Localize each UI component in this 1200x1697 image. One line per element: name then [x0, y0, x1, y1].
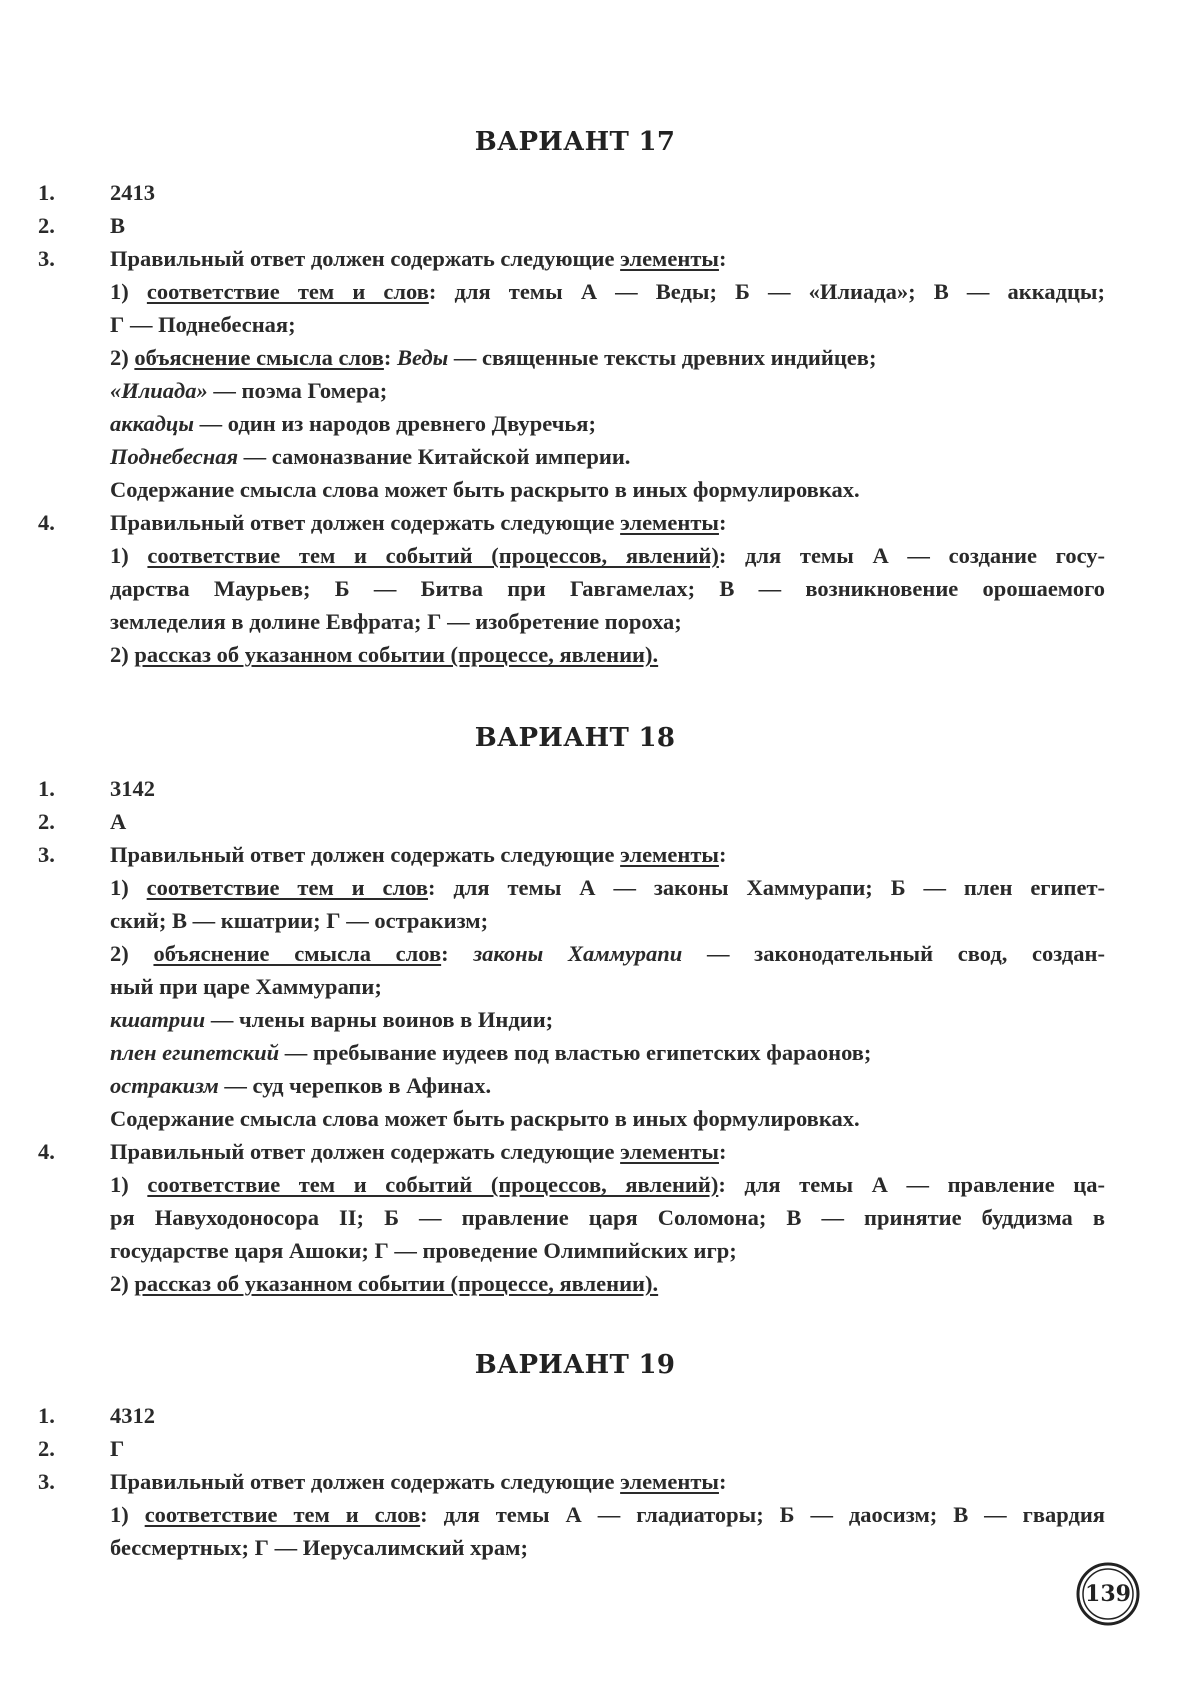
v18-q3-part2-sep: : — [441, 941, 474, 966]
v18-q3-part1 — [110, 871, 1105, 904]
v18-q3-intro-elements: элементы — [620, 842, 719, 867]
v17-q3-intro-text: Правильный ответ должен содержать следующие — [110, 246, 621, 271]
v18-q3-part2-cont: ный при царе Хаммурапи; — [110, 974, 382, 999]
v17-q4-line2: дарства Маурьев; Б — Битва при Гавгамелах; В — возникновение орошаемого — [110, 576, 1105, 601]
v18-q3-intro-colon: : — [718, 842, 727, 867]
v18-q4-part2-marker: 2) — [110, 1271, 135, 1296]
v17-term-line-3 — [110, 407, 1105, 440]
v19-q3-intro-colon: : — [718, 1469, 727, 1494]
v18-q4-number: 4. — [38, 1139, 55, 1164]
v18-q3-intro-text: Правильный ответ должен содержать следующие — [110, 842, 621, 867]
v17-q3-part2-heading: объяснение смысла слов — [134, 345, 384, 370]
v18-q1-number: 1. — [38, 776, 55, 801]
v18-def-2: — члены варны воинов в Индии; — [205, 1007, 554, 1032]
v18-def-1: — законодательный свод, создан- — [682, 941, 1105, 966]
v19-q3-part1-marker: 1) — [110, 1502, 145, 1527]
v19-q3-part1-cont: бессмертных; Г — Иерусалимский храм; — [110, 1535, 528, 1560]
v18-q3-intro — [110, 838, 1105, 871]
v17-term-3: аккадцы — [110, 411, 195, 436]
v17-q4-part1-marker: 1) — [110, 543, 148, 568]
v19-q3-part1 — [110, 1498, 1105, 1531]
v19-q3-intro-text: Правильный ответ должен содержать следующие — [110, 1469, 621, 1494]
v17-q2-answer: В — [110, 213, 126, 238]
v17-term-4: Поднебесная — [110, 444, 239, 469]
v17-q4-intro-text: Правильный ответ должен содержать следующие — [110, 510, 621, 535]
v18-term-3: плен египетский — [110, 1040, 280, 1065]
v19-q3-part1-text: : для темы А — гладиаторы; Б — даосизм; В — гвардия — [420, 1502, 1105, 1527]
v18-term-line-4 — [110, 1069, 1105, 1102]
v18-q4-intro — [110, 1135, 1105, 1168]
v17-q3-part2-marker: 2) — [110, 345, 135, 370]
v17-q3-part1-cont: Г — Поднебесная; — [110, 312, 296, 337]
v18-q3-part1-marker: 1) — [110, 875, 147, 900]
v18-term-line-2 — [110, 1003, 1105, 1036]
v17-q4-part1 — [110, 539, 1105, 572]
v18-q4-line3: государстве царя Ашоки; Г — проведение Олимпийских игр; — [110, 1238, 737, 1263]
v17-term-1: Веды — [397, 345, 449, 370]
v18-term-1: законы Хаммурапи — [473, 941, 683, 966]
v17-q3-intro-colon: : — [718, 246, 727, 271]
v17-q4-part1-heading: соответствие тем и событий (процессов, явлений) — [147, 543, 719, 568]
v17-q4-intro-elements: элементы — [620, 510, 719, 535]
v17-q4-part2-heading: рассказ об указанном событии (процессе, явлении). — [134, 642, 659, 667]
v19-q3-number: 3. — [38, 1469, 55, 1494]
v18-q3-part2-marker: 2) — [110, 941, 154, 966]
v19-q2-number: 2. — [38, 1436, 55, 1461]
v18-note: Содержание смысла слова может быть раскрыто в иных формулировках. — [110, 1106, 860, 1131]
v18-term-4: остракизм — [110, 1073, 219, 1098]
v18-q3-number: 3. — [38, 842, 55, 867]
v18-q3-part1-text: : для темы А — законы Хаммурапи; Б — плен египет- — [428, 875, 1105, 900]
v18-q3-part2 — [110, 937, 1105, 970]
v18-term-line-3 — [110, 1036, 1105, 1069]
v17-q3-intro — [110, 242, 1105, 275]
v17-q3-part1 — [110, 275, 1105, 308]
v18-q4-intro-colon: : — [718, 1139, 727, 1164]
v18-q4-part1-heading: соответствие тем и событий (процессов, явлений) — [147, 1172, 719, 1197]
v17-q3-intro-elements: элементы — [620, 246, 719, 271]
v18-q2-answer: А — [110, 809, 127, 834]
variant-18-title: ВАРИАНТ 18 — [474, 723, 676, 753]
v19-q3-part1-heading: соответствие тем и слов — [144, 1502, 421, 1527]
v17-q3-part2-sep: : — [383, 345, 398, 370]
v17-q3-part1-text: : для темы А — Веды; Б — «Илиада»; В — аккадцы; — [428, 279, 1105, 304]
v18-q4-intro-elements: элементы — [620, 1139, 719, 1164]
v17-q4-intro — [110, 506, 1105, 539]
v18-q3-part1-heading: соответствие тем и слов — [146, 875, 428, 900]
v17-q3-part1-heading: соответствие тем и слов — [146, 279, 429, 304]
v17-term-2: «Илиада» — [110, 378, 208, 403]
v18-q4-intro-text: Правильный ответ должен содержать следующие — [110, 1139, 621, 1164]
v18-term-2: кшатрии — [110, 1007, 206, 1032]
v19-q3-intro — [110, 1465, 1105, 1498]
v17-term-line-2 — [110, 374, 1105, 407]
v18-def-3: — пребывание иудеев под властью египетских фараонов; — [279, 1040, 872, 1065]
v17-def-2: — поэма Гомера; — [207, 378, 388, 403]
v17-q4-part1-text: : для темы А — создание госу- — [718, 543, 1106, 568]
v17-q4-number: 4. — [38, 510, 55, 535]
v17-q4-line3: земледелия в долине Евфрата; Г — изобретение пороха; — [110, 609, 682, 634]
v18-q4-part2 — [110, 1267, 1105, 1300]
v18-q4-part1 — [110, 1168, 1105, 1201]
v18-q2-number: 2. — [38, 809, 55, 834]
variant-17-title: ВАРИАНТ 17 — [474, 127, 676, 157]
variant-19-title: ВАРИАНТ 19 — [474, 1350, 676, 1380]
v18-q3-part1-cont: ский; В — кшатрии; Г — остракизм; — [110, 908, 489, 933]
v17-q2-number: 2. — [38, 213, 55, 238]
v18-q1-answer: 3142 — [110, 776, 155, 801]
v18-q4-line2: ря Навуходоносора II; Б — правление царя Соломона; В — принятие буддизма в — [110, 1205, 1105, 1230]
v17-q3-part1-marker: 1) — [110, 279, 147, 304]
v17-q4-part2 — [110, 638, 1105, 671]
v17-term-line-4 — [110, 440, 1105, 473]
v17-q1-number: 1. — [38, 180, 55, 205]
v17-q3-part2 — [110, 341, 1105, 374]
v18-def-4: — суд черепков в Афинах. — [218, 1073, 492, 1098]
v19-q1-number: 1. — [38, 1403, 55, 1428]
v18-q4-part2-heading: рассказ об указанном событии (процессе, явлении). — [134, 1271, 659, 1296]
v19-q1-answer: 4312 — [110, 1403, 155, 1428]
v18-q4-part1-marker: 1) — [110, 1172, 148, 1197]
v19-q3-intro-elements: элементы — [620, 1469, 719, 1494]
v17-q4-part2-marker: 2) — [110, 642, 135, 667]
v18-q3-part2-heading: объяснение смысла слов — [153, 941, 442, 966]
v18-q4-part1-text: : для темы А — правление ца- — [718, 1172, 1105, 1197]
v17-def-4: — самоназвание Китайской империи. — [238, 444, 631, 469]
v17-def-1: — священные тексты древних индийцев; — [448, 345, 877, 370]
v19-q2-answer: Г — [110, 1436, 125, 1461]
v17-q4-intro-colon: : — [718, 510, 727, 535]
page-number: 139 — [1085, 1581, 1131, 1607]
v17-def-3: — один из народов древнего Двуречья; — [194, 411, 596, 436]
v17-q3-number: 3. — [38, 246, 55, 271]
v17-q1-answer: 2413 — [110, 180, 155, 205]
v17-note: Содержание смысла слова может быть раскрыто в иных формулировках. — [110, 477, 860, 502]
